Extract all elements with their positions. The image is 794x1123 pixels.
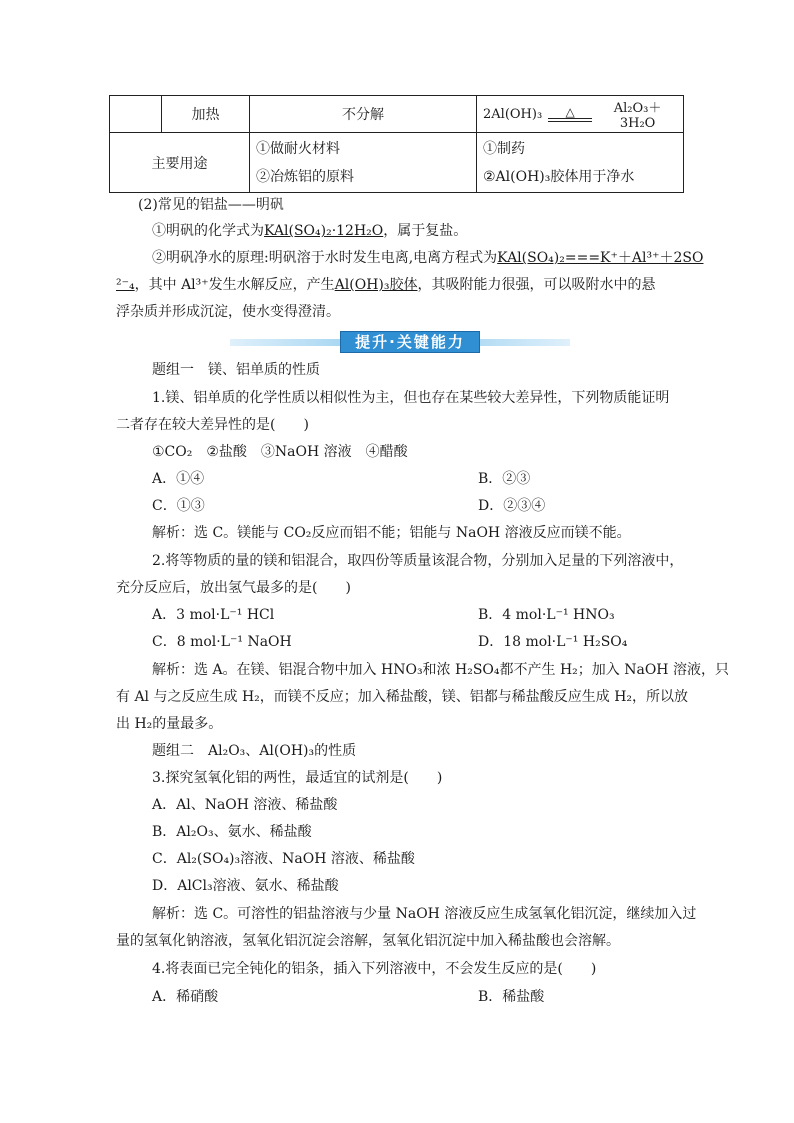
heat-condition: △: [565, 105, 575, 119]
decomposition-equation: [483, 97, 677, 131]
q3-answer-line1: 解析：选 C。可溶性的铝盐溶液与少量 NaOH 溶液反应生成氢氧化铝沉淀，继续加入过: [152, 906, 697, 922]
q1-items: ①CO₂ ②盐酸 ③NaOH 溶液 ④醋酸: [152, 444, 408, 460]
q2-line1: 2.将等物质的量的镁和铝混合，取四份等质量该混合物，分别加入足量的下列溶液中，: [152, 553, 684, 569]
q1-option-b: B．②③: [478, 471, 531, 487]
group1-title: 题组一 镁、铝单质的性质: [152, 362, 320, 378]
q1-option-c: C．①③: [152, 498, 205, 514]
q2-option-b: B．4 mol·L⁻¹ HNO₃: [478, 607, 615, 623]
q4-line1: 4.将表面已完全钝化的铝条，插入下列溶液中，不会发生反应的是( ): [152, 961, 597, 977]
q1-line1: 1.镁、铝单质的化学性质以相似性为主，但也存在某些较大差异性，下列物质能证明: [152, 390, 670, 406]
q1-option-d: D．②③④: [478, 498, 546, 514]
q4-option-a: A．稀硝酸: [152, 989, 219, 1005]
use-hydroxide-1: ①制药: [483, 140, 525, 157]
table-cell-blank: [110, 96, 162, 133]
group2-title: 题组二 Al₂O₃、Al(OH)₃的性质: [152, 743, 357, 759]
alum-purify-line3: 浮杂质并形成沉淀，使水变得澄清。: [116, 304, 340, 320]
equation-reactant: 2Al(OH)₃: [483, 106, 543, 122]
section-banner: [230, 331, 570, 353]
q3-line1: 3.探究氢氧化铝的两性，最适宜的试剂是( ): [152, 770, 443, 786]
use-hydroxide-2: ②Al(OH)₃胶体用于净水: [483, 168, 635, 185]
q1-answer: 解析：选 C。镁能与 CO₂反应而铝不能；铝能与 NaOH 溶液反应而镁不能。: [152, 525, 631, 541]
table-cell-use-hydroxide: [477, 133, 684, 193]
q2-option-c: C．8 mol·L⁻¹ NaOH: [152, 634, 292, 650]
q4-option-b: B．稀盐酸: [478, 989, 545, 1005]
table-cell-use-oxide: [250, 133, 477, 193]
q2-option-d: D．18 mol·L⁻¹ H₂SO₄: [478, 634, 628, 650]
properties-table: [109, 95, 684, 193]
section-heading-alum: (2)常见的铝盐——明矾: [138, 197, 284, 213]
use-oxide-2: ②冶炼铝的原料: [256, 168, 354, 185]
table-row-heating: [110, 96, 684, 133]
table-cell-heat-hydroxide: [477, 96, 684, 133]
q3-option-b: B．Al₂O₃、氨水、稀盐酸: [152, 824, 312, 840]
equation-products: Al₂O₃＋3H₂O: [613, 101, 662, 131]
banner-title: 提升·关键能力: [340, 331, 480, 353]
use-oxide-1: ①做耐火材料: [256, 140, 340, 157]
heating-arrow-icon: [548, 106, 592, 122]
q2-line2: 充分反应后，放出氢气最多的是( ): [116, 580, 351, 596]
table-cell-heat-oxide: 不分解: [250, 96, 477, 133]
q3-option-c: C．Al₂(SO₄)₃溶液、NaOH 溶液、稀盐酸: [152, 851, 415, 867]
alum-purify-line2: ²⁻₄，其中 Al³⁺发生水解反应，产生Al(OH)₃胶体，其吸附能力很强，可以吸附水中的悬: [116, 277, 656, 293]
alum-purify-line1: ②明矾净水的原理:明矾溶于水时发生电离,电离方程式为KAl(SO₄)₂===K⁺＋Al³⁺＋2SO: [152, 250, 704, 266]
alum-formula-line: ①明矾的化学式为KAl(SO₄)₂·12H₂O，属于复盐。: [152, 223, 468, 239]
alum-formula: KAl(SO₄)₂·12H₂O: [264, 223, 384, 239]
q3-answer-line2: 量的氢氧化钠溶液，氢氧化铝沉淀会溶解，氢氧化铝沉淀中加入稀盐酸也会溶解。: [116, 933, 620, 949]
q1-option-a: A．①④: [152, 471, 205, 487]
q1-line2: 二者存在较大差异性的是( ): [116, 417, 309, 433]
q2-answer-line3: 出 H₂的量最多。: [116, 716, 223, 732]
q2-answer-line2: 有 Al 与之反应生成 H₂，而镁不反应；加入稀盐酸，镁、铝都与稀盐酸反应生成 H₂，所以放: [116, 689, 689, 705]
table-row-uses: [110, 133, 684, 193]
colloid-term: Al(OH)₃胶体: [334, 277, 418, 293]
alum-ionization-equation: KAl(SO₄)₂===K⁺＋Al³⁺＋2SO: [497, 250, 704, 266]
q2-option-a: A．3 mol·L⁻¹ HCl: [152, 607, 275, 623]
table-cell-heat-label: 加热: [162, 96, 250, 133]
table-cell-use-label: 主要用途: [110, 133, 250, 193]
q3-option-d: D．AlCl₃溶液、氨水、稀盐酸: [152, 878, 339, 894]
q3-option-a: A．Al、NaOH 溶液、稀盐酸: [152, 797, 338, 813]
q2-answer-line1: 解析：选 A。在镁、铝混合物中加入 HNO₃和浓 H₂SO₄都不产生 H₂；加入 NaOH 溶液，只: [152, 662, 729, 678]
